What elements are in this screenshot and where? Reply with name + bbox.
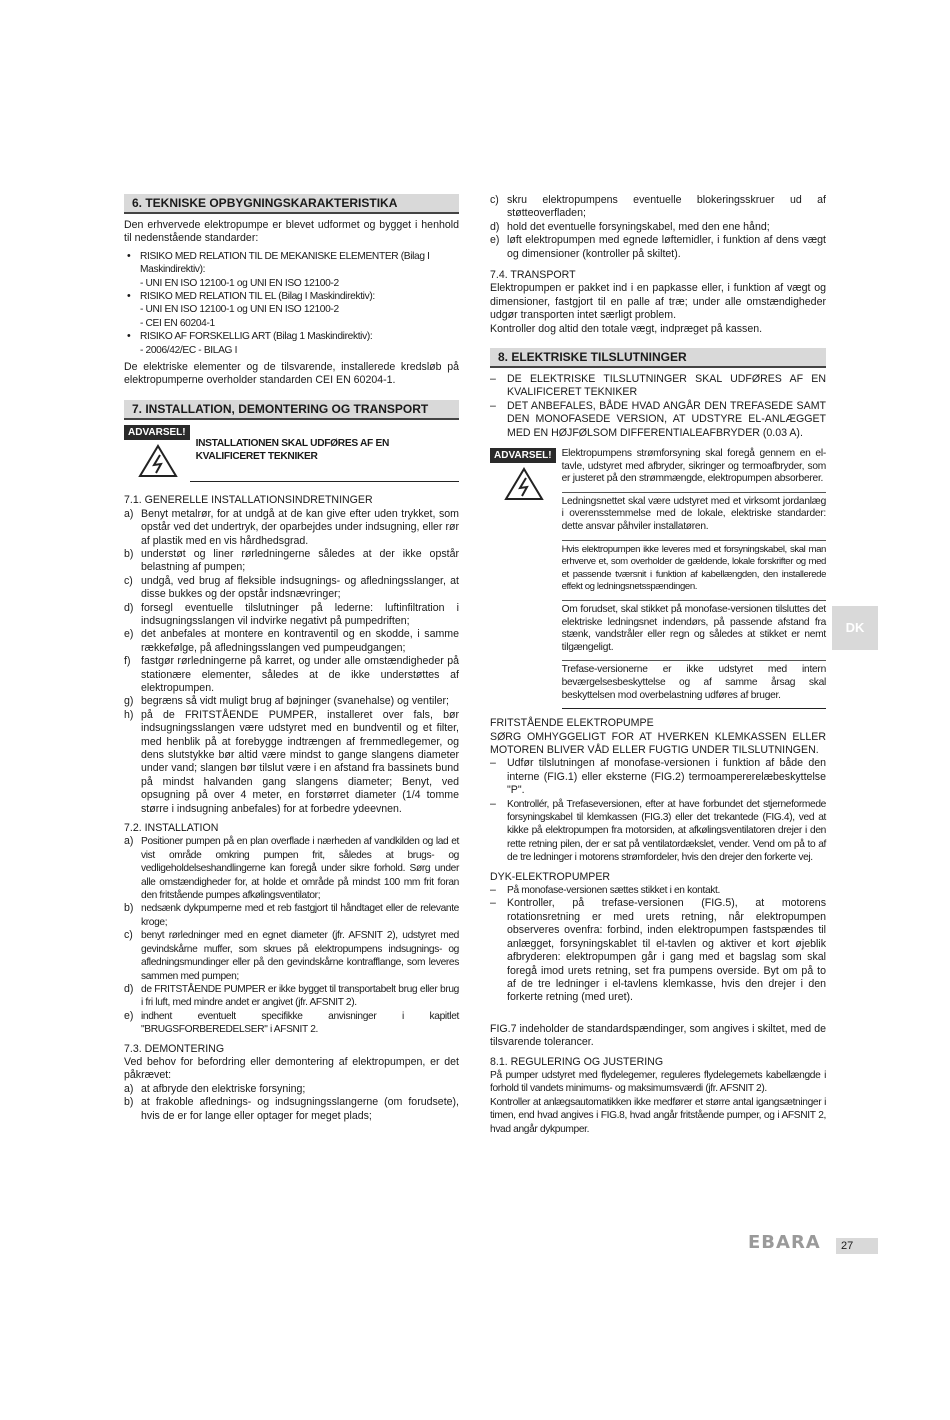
language-tab: DK [832, 606, 878, 650]
list-item: e) det anbefales at montere en kontraventil og en skodde, i samme rækkefølge, på afledningsslangen ved pumpeudgangen; [124, 628, 459, 654]
section-7-title: 7. INSTALLATION, DEMONTERING OG TRANSPORT [124, 400, 459, 420]
list-item: a) Positioner pumpen på en plan overflade i nærheden af vandkilden og lad et vist område omkring pumpen frit, således at brugs- og vedligeholdelseshandlingerne kan foregå under sikre forhold. Sørg under alle omstændigheder for, at holde et område på mindst 100 mm frit foran den fritstående pumpes afkølingsventilator; [124, 835, 459, 902]
list-item: c) benyt rørledninger med en egnet diameter (jfr. AFSNIT 2), udstyret med gevindskårne muffer, som skrues på elektropumpens indsugnings- og afledningsmundinger eller på den gevindskårne kontrafflange, som leveres sammen med pumpen; [124, 929, 459, 982]
section-8-1-text-2: Kontroller at anlægsautomatikken ikke medfører et større antal igangsætninger i timen, end hvad angives i FIG.8, hvad angår fritstående pumper, og i AFSNIT 2, hvad angår dykpumper. [490, 1096, 826, 1135]
section-8-1-text: På pumper udstyret med flydelegemer, reguleres flydelegemets kabellængde i forhold til vandets minimums- og maksimumsværdi (jfr. AFSNIT 2). [490, 1069, 826, 1095]
list-item: – DET ANBEFALES, BÅDE HVAD ANGÅR DEN TREFASEDE SAMT DEN MONOFASEDE VERSION, AT UDSTYRE EL-ANLÆGGET MED EN HØJFØLSOM DIFFERENTIALEAFBRYDER (0.03 A). [490, 399, 826, 439]
list-item: – Udfør tilslutningen af monofase-versionen i funktion af både den interne (FIG.1) eller eksterne (FIG.2) termoampererelæbeskyttelse "P". [490, 757, 826, 797]
list-item: a) at afbryde den elektriske forsyning; [124, 1082, 306, 1095]
submersible-list [490, 884, 826, 1005]
list-item: – DE ELEKTRISKE TILSLUTNINGER SKAL UDFØRES AF EN KVALIFICERET TEKNIKER [490, 373, 826, 399]
list-item: • RISIKO MED RELATION TIL DE MEKANISKE ELEMENTER (Bilag I Maskindirektiv): - UNI EN ISO 12100-1 og UNI EN ISO 12100-2 [124, 250, 459, 290]
list-item: • RISIKO AF FORSKELLIG ART (Bilag 1 Maskindirektiv): - 2006/42/EC - BILAG I [124, 330, 459, 357]
freestanding-title: FRITSTÅENDE ELEKTROPUMPE [490, 717, 654, 730]
section-7-3-intro: Ved behov for befordring eller demontering af elektropumpen, er det påkrævet: [124, 1055, 459, 1082]
warning-paragraph: Om forudset, skal stikket på monofase-versionen tilsluttes det elektriske ledningsnet indendørs, på passende afstand fra stænk, vandstråler eller regn og således at stikket er nemt tilgængeligt. [562, 601, 826, 661]
warning-paragraph: Trefase-versionerne er ikke udstyret med intern beværgelsesbeskyttelse og af samme årsag skal beskyttelsen mod overbelastning udføres af bruger. [562, 661, 826, 709]
list-item: – Kontrollér, på Trefaseversionen, efter at have forbundet det stjerneformede forsyningskabel til klemkassen (FIG.3) eller det trekantede (FIG.4), ved at kikke på elektropumpen fra motorsiden, at afkølingsventilatoren drejer i den rette retning pilen, der er sat på ventilatordækslet, vender. Vend om på to af de tre ledninger i motorens strømfordeler, hvis den drejer den forkerte vej. [490, 797, 826, 864]
warning-box [124, 425, 459, 482]
list-item: b) at frakoble aflednings- og indsugningsslangerne (om forudsete), hvis de er for lange eller optager for meget plads; [124, 1096, 459, 1122]
list-item: d) hold det eventuelle forsyningskabel, med den ene hånd; [490, 220, 770, 233]
section-7-4-text: Elektropumpen er pakket ind i en papkasse eller, i funktion af vægt og dimensioner, fastgjort til en palle af træ; under alle omstændigheder udgør transporten intet særligt problem. [490, 282, 826, 322]
list-item: c) skru elektropumpens eventuelle blokeringsskruer ud af støtteoverfladen; [490, 194, 826, 220]
section-6-outro: De elektriske elementer og de tilsvarende, installerede kredsløb på elektropumperne overholder standarden CEI EN 60204-1. [124, 361, 459, 387]
section-7-3-list [124, 1083, 459, 1123]
section-6-intro: Den erhvervede elektropumpe er blevet udformet og bygget i henhold til nedenstående standarder: [124, 219, 459, 245]
list-item: b) understøt og liner rørledningerne således at der ikke opstår belastning af pumpen; [124, 547, 459, 574]
section-7-3-title: 7.3. DEMONTERING [124, 1042, 225, 1055]
fig7-note: FIG.7 indeholder de standardspændinger, som angives i skiltet, med de tilsvarende tolerancer. [490, 1022, 826, 1049]
list-item: a) Benyt metalrør, for at undgå at de kan give efter uden trykket, som opstår ved det undertryk, der oparbejdes under indsugning, eller rør af plastik med en vis hårdhedsgrad. [124, 507, 459, 547]
section-7-2-list [124, 835, 459, 1036]
right-column [490, 194, 826, 1140]
warning-paragraph: Hvis elektropumpen ikke leveres med et forsyningskabel, skal man erhverve et, som overholder de gældende, lokale forskrifter og med et passende tværsnit i funktion af kabellængden, den installerede effekt og ledningsnetsspændingen. [562, 541, 826, 601]
warning-paragraph: Ledningsnettet skal være udstyret med et virksomt jordanlæg i overensstemmelse med de lokale, elektriske standarder: dette ansvar påhviler installatøren. [562, 493, 826, 541]
section-8-list [490, 373, 826, 440]
list-item: • RISIKO MED RELATION TIL EL (Bilag I Maskindirektiv): - UNI EN ISO 12100-1 og UNI EN ISO 12100-2 - CEI EN 60204-1 [124, 290, 459, 330]
warning-text: INSTALLATIONEN SKAL UDFØRES AF EN KVALIFICERET TEKNIKER [195, 437, 390, 462]
list-item: h) på de FRITSTÅENDE PUMPER, installeret over fals, bør indsugningsslangen være udstyret med en bundventil og et filter, med henblik på at forebygge indtrængen af fremmedlegemer, og dens slutstykke bør altid være mindst to gange slangens diameter under vand; slangen bør tilslut være i en afstand fra bassinets bund på mindst halvanden gang slangens diameter; Benyt, ved opsugning på over 4 meter, en forstørret diameter (1/4 tomme større i indsugning anbefales) for at forbedre ydeevnen. [124, 708, 459, 815]
electric-hazard-icon [138, 444, 178, 478]
list-item: – Kontroller, på trefase-versionen (FIG.5), at motorens rotationsretning er med urets retning, når elektropumpen observeres ovenfra: forbind, inden elektropumpen fastspændes til anlægget, forsyningskablet til el-tavlen og aktiver et kort øjeblik afbryderen: elektropumpen går i gang med et bagslag som skal foregå imod urets retning, set fra pumpens overside. Byt om på to af de tre ledninger i el-tavlens klemkasse, hvis den drejer i den forkerte retning (med uret). [490, 897, 826, 1004]
section-7-3-list-continued [490, 194, 826, 261]
list-item: b) nedsænk dykpumperne med et reb fastgjort til håndtaget eller de relevante kroge; [124, 902, 459, 928]
warning-label: ADVARSEL! [490, 448, 556, 463]
section-7-2-title: 7.2. INSTALLATION [124, 822, 219, 835]
left-column [124, 194, 459, 1125]
list-item: d) de FRITSTÅENDE PUMPER er ikke bygget til transportabelt brug eller brug i fri luft, med mindre andet er angivet (jfr. AFSNIT 2). [124, 982, 459, 1009]
section-8-title: 8. ELEKTRISKE TILSLUTNINGER [490, 348, 826, 368]
list-item: e) indhent eventuelt specifikke anvisninger i kapitlet "BRUGSFORBEREDELSER" i AFSNIT 2. [124, 1009, 459, 1036]
list-item: e) løft elektropumpen med egnede løftemidler, i funktion af dens vægt og dimensioner (kontroller på skiltet). [490, 234, 826, 260]
electric-hazard-icon [504, 467, 544, 501]
list-item: f) fastgør rørledningerne på karret, og under alle omstændigheder på stationære elementer, således at de ikke understøttes af elektropumpen. [124, 655, 459, 694]
section-7-4-title: 7.4. TRANSPORT [490, 269, 576, 282]
list-item: g) begræns så vidt muligt brug af bøjninger (svanehalse) og ventiler; [124, 695, 449, 708]
list-item: d) forsegl eventuelle tilslutninger på lederne: luftinfiltration i indsugningsslangen vil indvirke negativt på pumpedriften; [124, 601, 459, 627]
warning-paragraph: Elektropumpens strømforsyning skal foregå gennem en el-tavle, udstyret med afbryder, sikringer og termoafbryder, som er justeret på den strømmængde, elektropumpen absorberer. [562, 448, 826, 493]
section-7-4-text-2: Kontroller dog altid den totale vægt, indpræget på kassen. [490, 322, 763, 335]
submersible-title: DYK-ELEKTROPUMPER [490, 870, 611, 883]
warning-label: ADVARSEL! [124, 425, 190, 440]
section-6-title: 6. TEKNISKE OPBYGNINGSKARAKTERISTIKA [124, 194, 459, 214]
ebara-logo: EBARA [748, 1232, 821, 1253]
list-item: c) undgå, ved brug af fleksible indsugnings- og afledningsslanger, at disse bukkes og der opstår indsnævringer; [124, 574, 459, 601]
page-number: 27 [836, 1238, 878, 1254]
section-7-1-title: 7.1. GENERELLE INSTALLATIONSINDRETNINGER [124, 494, 373, 507]
section-7-1-list [124, 508, 459, 816]
warning-box-electrical [490, 448, 826, 709]
section-8-1-title: 8.1. REGULERING OG JUSTERING [490, 1055, 664, 1068]
list-item: – På monofase-versionen sættes stikket i en kontakt. [490, 884, 720, 897]
standards-list [124, 250, 459, 357]
freestanding-list [490, 757, 826, 864]
freestanding-caution: SØRG OMHYGGELIGT FOR AT HVERKEN KLEMKASSEN ELLER MOTOREN BLIVER VÅD ELLER FUGTIG UNDER TILSLUTNINGEN. [490, 730, 826, 756]
